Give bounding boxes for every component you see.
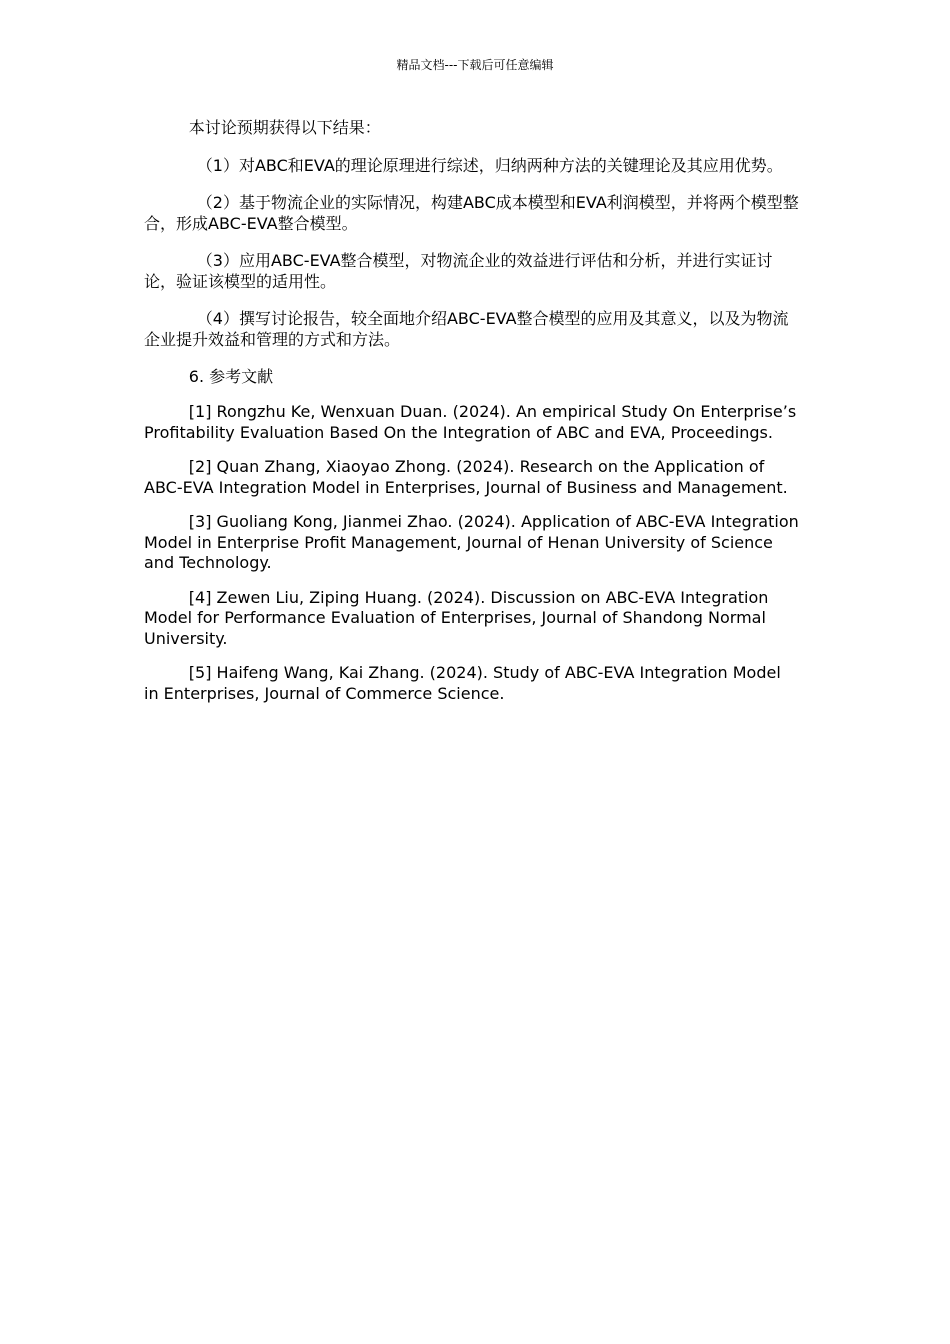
intro-paragraph: 本讨论预期获得以下结果： [188,118,381,137]
document-body [144,117,800,718]
reference-item-3: [3] Guoliang Kong, Jianmei Zhao. (2024). Application of ABC-EVA Integration Model in Enterprise Profit Management, Journal of Henan University of Science and Technology. [144,512,799,572]
result-item-3: （3）应用ABC-EVA整合模型，对物流企业的效益进行评估和分析，并进行实证讨论，验证该模型的适用性。 [144,251,773,291]
result-item-4: （4）撰写讨论报告，较全面地介绍ABC-EVA整合模型的应用及其意义，以及为物流企业提升效益和管理的方式和方法。 [144,309,789,349]
reference-item-1: [1] Rongzhu Ke, Wenxuan Duan. (2024). An empirical Study On Enterprise’s Profitability Evaluation Based On the Integration of ABC and EVA, Proceedings. [144,402,797,442]
reference-item-2: [2] Quan Zhang, Xiaoyao Zhong. (2024). Research on the Application of ABC-EVA Integration Model in Enterprises, Journal of Business and Management. [144,457,788,497]
result-item-2: （2）基于物流企业的实际情况，构建ABC成本模型和EVA利润模型，并将两个模型整合，形成ABC-EVA整合模型。 [144,193,799,233]
reference-item-4: [4] Zewen Liu, Ziping Huang. (2024). Discussion on ABC-EVA Integration Model for Performance Evaluation of Enterprises, Journal of Shandong Normal University. [144,587,769,648]
reference-item-5: [5] Haifeng Wang, Kai Zhang. (2024). Study of ABC-EVA Integration Model in Enterprises, Journal of Commerce Science. [144,663,781,703]
result-item-1: （1）对ABC和EVA的理论原理进行综述，归纳两种方法的关键理论及其应用优势。 [196,156,783,175]
page-header: 精品文档---下载后可任意编辑 [396,58,554,72]
references-heading: 6. 参考文献 [188,367,274,386]
